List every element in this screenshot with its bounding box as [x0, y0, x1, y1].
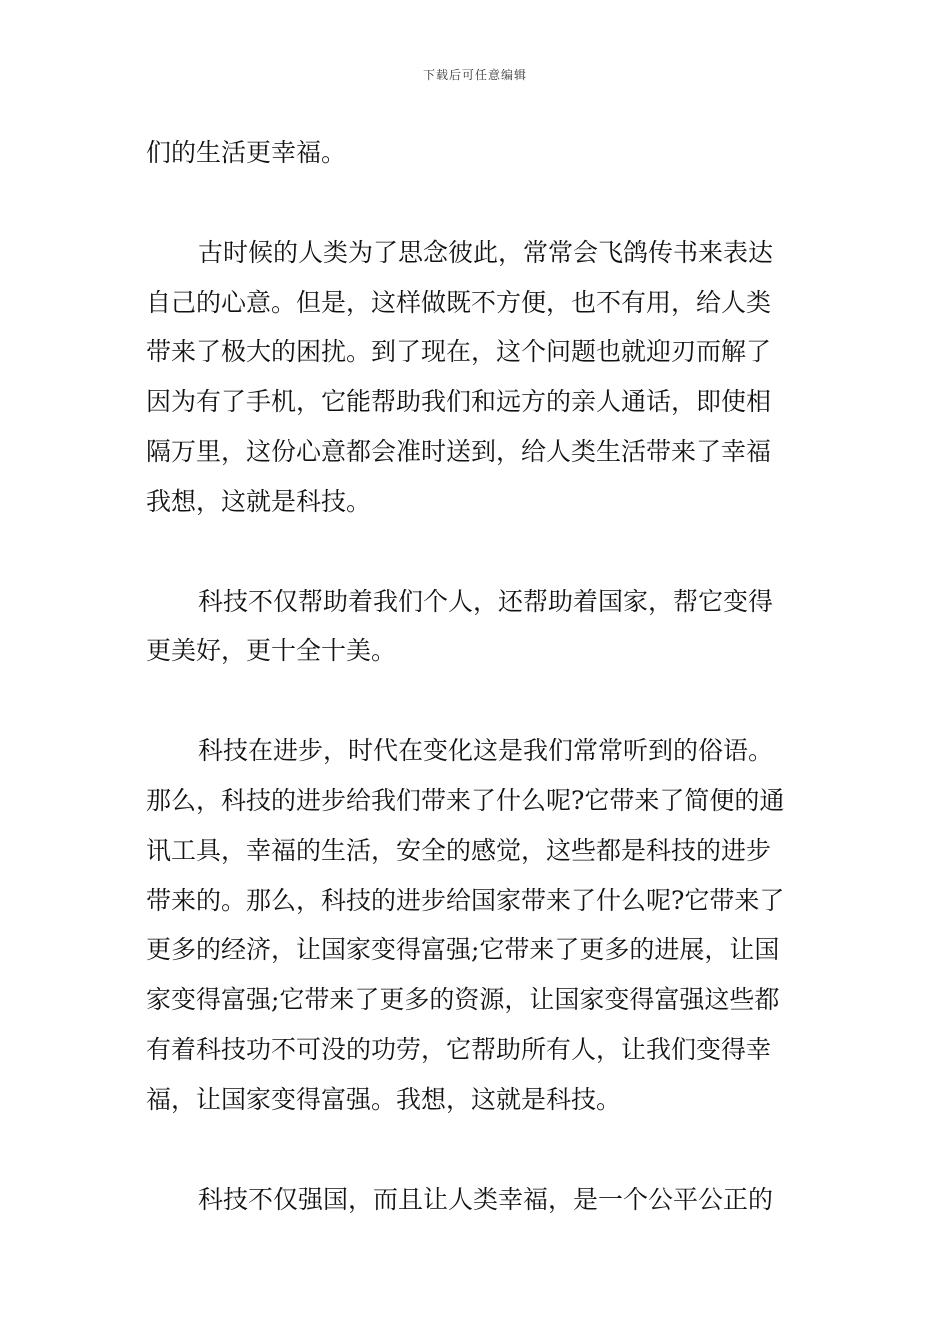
text-line: 更美好，更十全十美。: [146, 636, 397, 666]
paragraph-spacer: [146, 527, 810, 577]
paragraph: [146, 577, 810, 677]
text-line: 家变得富强;它带来了更多的资源，让国家变得富强这些都: [146, 985, 780, 1015]
page-header: 下载后可任意编辑: [422, 68, 527, 82]
text-line: 讯工具，幸福的生活，安全的感觉，这些都是科技的进步: [146, 835, 772, 865]
text-line: 自己的心意。但是，这样做既不方便，也不有用，给人类: [146, 287, 772, 317]
text-line: 福，让国家变得富强。我想，这就是科技。: [146, 1084, 622, 1114]
paragraph: [146, 1175, 810, 1225]
text-line: 古时候的人类为了思念彼此，常常会飞鸽传书来表达: [198, 237, 774, 267]
text-line: 有着科技功不可没的功劳，它帮助所有人，让我们变得幸: [146, 1034, 772, 1064]
paragraph: [146, 726, 810, 1124]
text-line: 科技在进步，时代在变化这是我们常常听到的俗语。: [198, 736, 774, 766]
paragraph-spacer: [146, 178, 810, 228]
document-body: [146, 128, 810, 1224]
text-line: 科技不仅帮助着我们个人，还帮助着国家，帮它变得: [198, 586, 774, 616]
paragraph-spacer: [146, 1125, 810, 1175]
text-line: 那么，科技的进步给我们带来了什么呢?它带来了简便的通: [146, 785, 785, 815]
text-line: 隔万里，这份心意都会准时送到，给人类生活带来了幸福: [146, 436, 772, 466]
text-line: 们的生活更幸福。: [146, 138, 347, 167]
paragraph: [146, 128, 810, 178]
text-line: 带来了极大的困扰。到了现在，这个问题也就迎刃而解了: [146, 337, 772, 367]
text-line: 我想，这就是科技。: [146, 486, 372, 516]
text-line: 科技不仅强国，而且让人类幸福，是一个公平公正的: [198, 1184, 774, 1214]
text-line: 因为有了手机，它能帮助我们和远方的亲人通话，即使相: [146, 387, 772, 417]
text-line: 更多的经济，让国家变得富强;它带来了更多的进展，让国: [146, 935, 780, 965]
paragraph-spacer: [146, 676, 810, 726]
text-line: 带来的。那么，科技的进步给国家带来了什么呢?它带来了: [146, 885, 785, 915]
paragraph: [146, 228, 810, 527]
